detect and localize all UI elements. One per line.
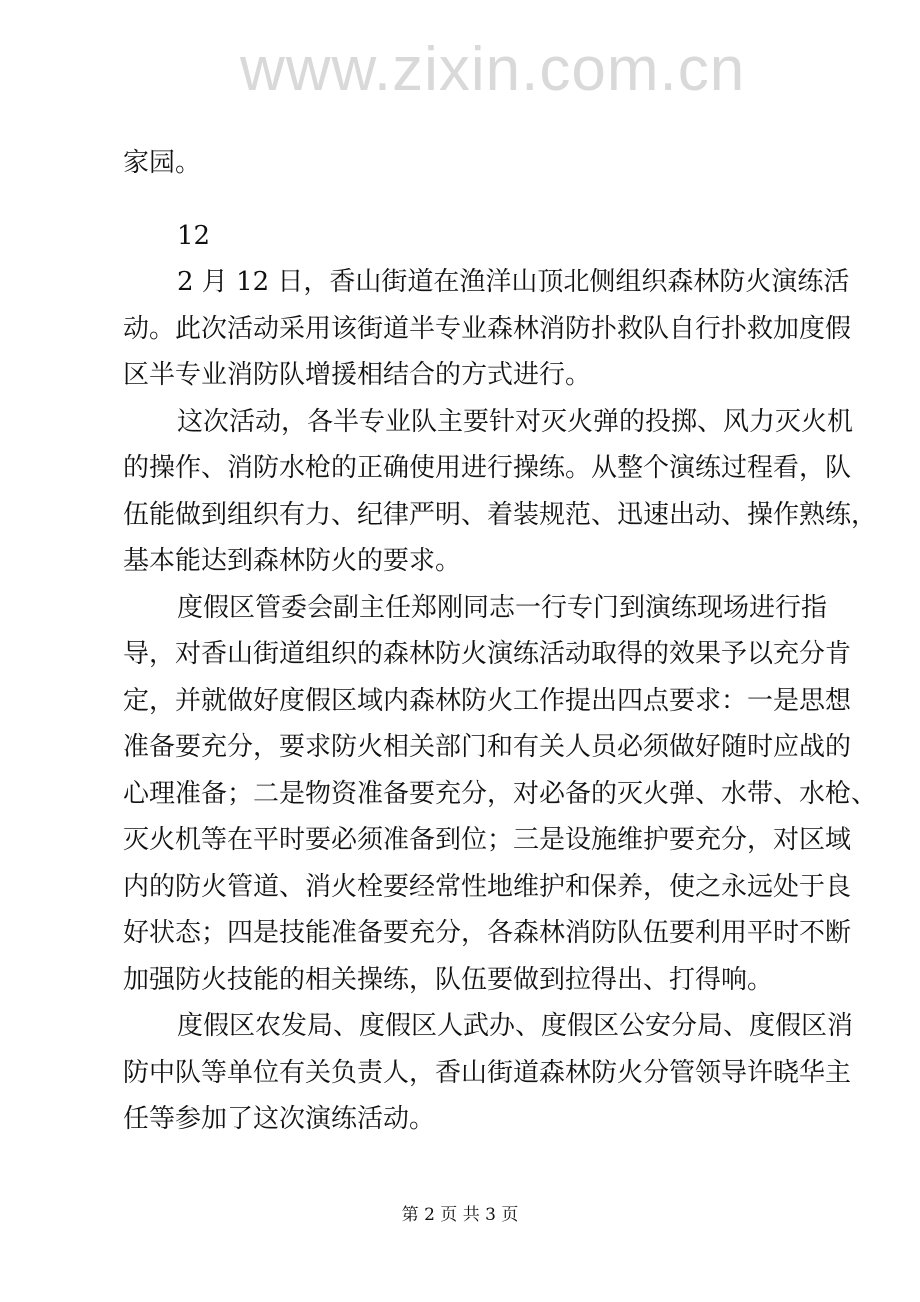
paragraph (123, 585, 878, 1004)
text-line: 度假区农发局、度假区人武办、度假区公安分局、度假区消 (177, 1011, 854, 1041)
text-line: 导，对香山街道组织的森林防火演练活动取得的效果予以充分肯 (123, 639, 852, 669)
text-line: 家园。 (123, 148, 202, 178)
text-line: 伍能做到组织有力、纪律严明、着装规范、迅速出动、操作熟练， (123, 499, 878, 530)
text-line: 准备要充分，要求防火相关部门和有关人员必须做好随时应战的 (123, 732, 852, 762)
text-line: 基本能达到森林防火的要求。 (123, 546, 462, 576)
text-line: 好状态；四是技能准备要充分，各森林消防队伍要利用平时不断 (123, 918, 852, 948)
text-line: 12 (177, 220, 211, 251)
text-line: 定，并就做好度假区域内森林防火工作提出四点要求：一是思想 (123, 685, 852, 716)
page-footer: 第 2 页 共 3 页 (401, 1205, 519, 1225)
text-line: 心理准备；二是物资准备要充分，对必备的灭火弹、水带、水枪、 (123, 778, 878, 809)
text-line: 动。此次活动采用该街道半专业森林消防扑救队自行扑救加度假 (123, 313, 852, 344)
paragraph (123, 213, 800, 260)
paragraph (123, 399, 878, 585)
paragraph (123, 140, 800, 187)
text-line: 度假区管委会副主任郑刚同志一行专门到演练现场进行指 (177, 592, 828, 623)
text-line: 这次活动，各半专业队主要针对灭火弹的投掷、风力灭火机 (177, 406, 854, 437)
text-line: 灭火机等在平时要必须准备到位；三是设施维护要充分，对区域 (123, 825, 852, 855)
text-line: 的操作、消防水枪的正确使用进行操练。从整个演练过程看，队 (123, 453, 852, 483)
text-line: 2 月 12 日，香山街道在渔洋山顶北侧组织森林防火演练活 (177, 267, 850, 297)
text-line: 区半专业消防队增援相结合的方式进行。 (123, 360, 592, 390)
paragraph (123, 1003, 854, 1143)
watermark: www.zixin.com.cn (240, 35, 746, 104)
text-line: 加强防火技能的相关操练，队伍要做到拉得出、打得响。 (123, 964, 774, 995)
text-line: 防中队等单位有关负责人，香山街道森林防火分管领导许晓华主 (123, 1057, 852, 1088)
document-body (123, 140, 878, 1143)
text-line: 任等参加了这次演练活动。 (123, 1104, 436, 1134)
text-line: 内的防火管道、消火栓要经常性地维护和保养，使之永远处于良 (123, 871, 852, 902)
paragraph (123, 259, 852, 399)
